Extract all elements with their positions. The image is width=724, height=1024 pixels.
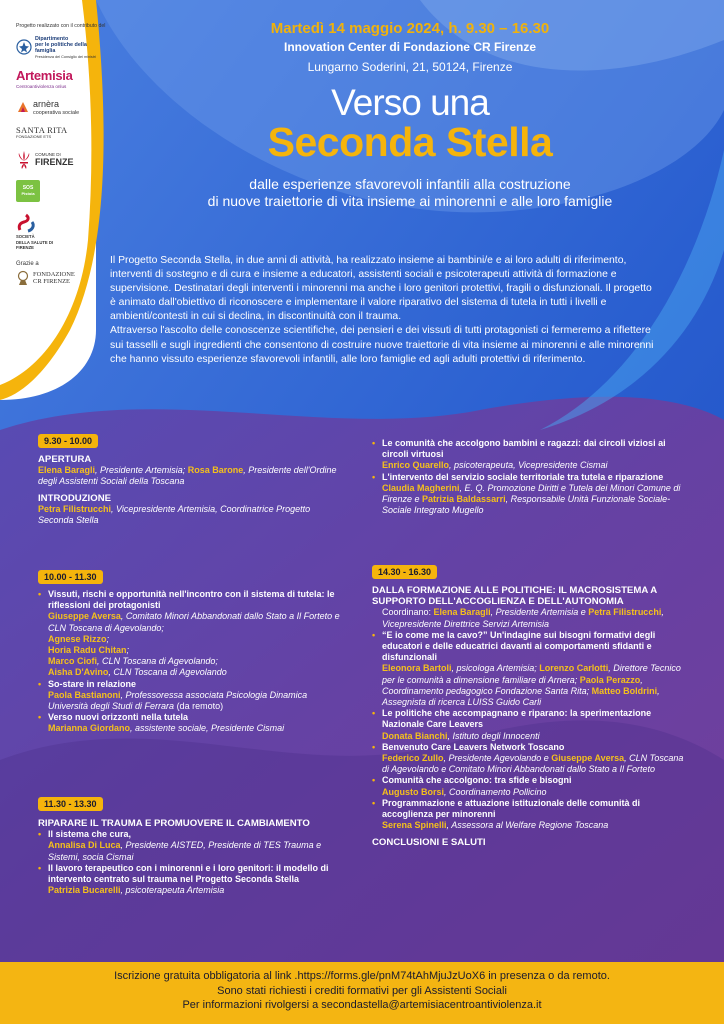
speaker-name: Annalisa Di Luca	[48, 840, 121, 851]
speaker-name: Claudia Magherini	[382, 482, 460, 493]
logo-text: Presidenza del Consiglio dei ministri	[35, 54, 96, 59]
logo-comune-firenze	[16, 150, 108, 170]
logo-fondazione-cr	[16, 270, 108, 286]
time-badge: 14.30 - 16.30	[372, 565, 437, 579]
logo-text: FONDAZIONE	[33, 270, 75, 278]
talk-title: • Verso nuovi orizzonti nella tutela	[38, 712, 348, 723]
speaker-role: , E. Q. Promozione Diritti e Tutela dei Minori Comune di Firenze e	[382, 482, 681, 505]
section-title: DALLA FORMAZIONE ALLE POLITICHE: IL MACROSISTEMA A SUPPORTO DELL'ACCOGLIENZA E DELL'AUTONOMIA	[372, 585, 657, 608]
speaker-role: , Vicepresidente Artemisia, Coordinatrice Progetto Seconda Stella	[38, 503, 311, 526]
time-badge: 10.00 - 11.30	[38, 570, 103, 584]
logo-text: SOS	[22, 185, 34, 192]
speaker-role: , Vicepresidente Direttrice Servizi Artemisia	[382, 607, 664, 629]
intro-paragraph: Il Progetto Seconda Stella, in due anni di attività, ha realizzato insieme ai bambini/e e ai loro adulti di riferimento, interventi di sostegno e di cura e insieme a educatori, assistenti sociali e psicoterapeuti attività di formazione e supervisione. Destinatari degli interventi i minorenni ma anche i loro genitori protettivi, fragili o disfunzionali. Il progetto è animato dall'obiettivo di riconoscere e implementare il valore riparativo del sistema di tutela in tutti i livelli e ambienti/contesti in cui si declina, in discontinuità con il trauma.	[110, 255, 652, 323]
speaker-name: Giuseppe Aversa	[48, 611, 121, 622]
speaker-line	[372, 731, 684, 742]
logo-text: FIRENZE	[35, 157, 74, 168]
fondazione-icon	[16, 270, 30, 286]
speaker-line	[372, 787, 684, 798]
section-title: RIPARARE IL TRAUMA E PROMUOVERE IL CAMBIAMENTO	[38, 818, 310, 829]
speaker-name: Agnese Rizzo	[48, 633, 107, 644]
session-late-morning	[38, 818, 348, 896]
speaker-line	[372, 460, 682, 471]
speaker-line: Agnese Rizzo;	[48, 633, 110, 644]
speaker-name: Lorenzo Carlotti	[539, 663, 609, 674]
talk-title: • Comunità che accolgono: tra sfide e bisogni	[372, 775, 684, 786]
logo-sds-firenze	[16, 212, 108, 250]
subtitle	[110, 176, 710, 210]
speaker-role: , Presidente Artemisia e	[490, 607, 589, 618]
speaker-line	[372, 820, 684, 831]
logo-text: SANTA RITA	[16, 124, 68, 135]
arnera-icon	[16, 100, 30, 114]
talk-title: • L'intervento del servizio sociale territoriale tra tutela e riparazione	[372, 472, 682, 483]
talk-title: • So-stare in relazione	[38, 679, 348, 690]
sds-icon	[16, 212, 38, 234]
speaker-name: Aisha D'Avino	[48, 667, 109, 678]
logo-dipartimento	[16, 36, 108, 59]
speaker-line	[38, 723, 348, 734]
speaker-line	[38, 465, 348, 487]
contact-email[interactable]: Per informazioni rivolgersi a secondastella@artemisiacentroantiviolenza.it	[182, 999, 542, 1011]
event-address: Lungarno Soderini, 21, 50124, Firenze	[307, 60, 513, 74]
speaker-name: Matteo Boldrini	[591, 685, 658, 696]
speaker-role: , CLN Toscana di Agevolando;	[97, 656, 218, 667]
speaker-name: Elena Baragli	[38, 465, 96, 476]
coordinators-label: Coordinano:	[382, 607, 434, 618]
logo-text: arnèra	[33, 99, 60, 110]
credits-note: Sono stati richiesti i crediti formativi per gli Assistenti Sociali	[217, 984, 507, 997]
intro-text	[110, 254, 660, 367]
speaker-role: , Comitato Minori Abbandonati dallo Stato a Il Forteto e CLN Toscana di Agevolando;	[48, 611, 340, 633]
section-title: APERTURA	[38, 454, 92, 465]
speaker-role: , Presidente dell'Ordine degli Assistenti Sociali della Toscana	[38, 465, 337, 487]
speaker-name: Petra Filistrucchi	[588, 607, 662, 618]
talk-title: • Le politiche che accompagnano e riparano: la sperimentazione Nazionale Care Leavers	[372, 708, 684, 730]
logo-text: cooperativa sociale	[33, 109, 80, 116]
talk-title: • Benvenuto Care Leavers Network Toscano	[372, 742, 684, 753]
logo-text: Centroantiviolenza onlus	[16, 83, 67, 89]
logo-text: Dipartimento	[35, 35, 69, 42]
talk-title: • Programmazione e attuazione istituzionale delle comunità di accoglienza per minorenni	[372, 798, 684, 820]
speaker-role: , CLN Toscana di Agevolando	[108, 667, 227, 678]
speaker-line	[38, 885, 348, 896]
coordinators-line	[372, 607, 684, 629]
speaker-name: Federico Zullo	[382, 753, 444, 764]
speaker-role: , psicoterapeuta Artemisia	[120, 885, 225, 896]
time-badge: 11.30 - 13.30	[38, 797, 103, 811]
speaker-role: , CLN Toscana di Agevolando e Comitato Minori Abbandonati dallo Stato a Il Forteto	[382, 753, 684, 775]
logo-text: SOCIETÀ	[16, 234, 35, 240]
speaker-name: Eleonora Bartoli	[382, 663, 452, 674]
speaker-name: Patrizia Bucarelli	[48, 885, 121, 896]
logo-sos-pistoia	[16, 180, 108, 202]
speaker-role: , Professoressa associata Psicologia Dinamica Università degli Studi di Ferrara	[48, 689, 308, 712]
event-venue: Innovation Center di Fondazione CR Firenze	[283, 40, 536, 54]
speaker-line	[38, 656, 348, 667]
speaker-role: , Istituto degli Innocenti	[447, 730, 540, 741]
speaker-line	[372, 753, 684, 775]
sos-icon	[16, 180, 40, 202]
title-line-2: Seconda Stella	[267, 119, 553, 165]
title-line-1: Verso una	[331, 82, 489, 123]
closing-title: CONCLUSIONI E SALUTI	[372, 837, 486, 849]
logo-text: DELLA SALUTE DI FIRENZE	[16, 239, 54, 250]
intro-paragraph: Attraverso l'ascolto delle conoscenze scientifiche, dei pensieri e dei vissuti di tutti protagonisti ci fermeremo a riflettere sui tasselli e sugli ingredienti che consentono di costruire nuove traiettorie di vita insieme ai minorenni e alle minorenni che hanno vissuto esperienze sfavorevoli infantili, alle loro famiglie ed agli adulti protettivi di riferimento.	[110, 325, 654, 365]
speaker-name: Giuseppe Aversa	[551, 753, 625, 764]
subtitle-line: di nuove traiettorie di vita insieme ai minorenni e alle loro famiglie	[207, 193, 613, 209]
speaker-line	[372, 663, 684, 708]
section-title: INTRODUZIONE	[38, 492, 112, 504]
speaker-name: Donata Bianchi	[382, 730, 448, 741]
speaker-name: Augusto Borsi	[382, 786, 444, 797]
speaker-name: Serena Spinelli	[382, 820, 447, 831]
speaker-name: Marianna Giordano	[48, 723, 131, 734]
logo-arnera	[16, 99, 108, 116]
footer-registration	[0, 962, 724, 1024]
logo-text: COMUNE DI	[35, 152, 61, 158]
speaker-name: Paola Perazzo	[579, 674, 641, 685]
thanks-text: Grazie a	[16, 260, 39, 267]
talk-title: • Il lavoro terapeutico con i minorenni e i loro genitori: il modello di intervento centrato sul trauma nel Progetto Seconda Stella	[38, 863, 348, 885]
speaker-role: , Assessora al Welfare Regione Toscana	[446, 820, 609, 831]
session-opening	[38, 454, 348, 526]
speaker-line: Horia Radu Chitan;	[48, 645, 130, 656]
speaker-role: , Direttore Tecnico per le comunità a dimensione familiare di Arnera;	[382, 663, 681, 685]
speaker-line	[38, 690, 348, 712]
speaker-line	[38, 667, 348, 678]
emblem-icon	[16, 39, 32, 55]
speaker-role: , Presidente AISTED, Presidente di TES Trauma e Sistemi, socia Cismai	[48, 840, 322, 862]
speaker-line	[38, 504, 348, 526]
speaker-role: , psicoterapeuta, Vicepresidente Cismai	[449, 460, 608, 471]
subtitle-line: dalle esperienze sfavorevoli infantili alla costruzione	[249, 176, 571, 192]
speaker-role: , psicologa Artemisia;	[451, 663, 540, 674]
speaker-role: , Responsabile Unità Funzionale Sociale-Sociale Integrato Mugello	[382, 494, 671, 516]
registration-link[interactable]: Iscrizione gratuita obbligatoria al link .https://forms.gle/pnM74tAhMjuJzUoX6 in presenza o da remoto.	[114, 970, 610, 982]
logo-text: CR FIRENZE	[33, 278, 71, 286]
speaker-name: Marco Ciofi	[48, 656, 98, 667]
speaker-role: , Presidente Artemisia;	[95, 465, 188, 476]
speaker-role: , Presidente Agevolando e	[443, 753, 552, 764]
speaker-name: Elena Baragli	[433, 607, 491, 618]
talk-title: • Il sistema che cura,	[38, 829, 348, 840]
speaker-line	[38, 840, 348, 862]
talk-title: • Vissuti, rischi e opportunità nell'incontro con il sistema di tutela: le riflessioni dei protagonisti	[38, 589, 348, 611]
logo-text: per le politiche della famiglia	[35, 42, 87, 55]
time-badge: 9.30 - 10.00	[38, 434, 98, 448]
speaker-note: (da remoto)	[174, 701, 224, 712]
speaker-role: , assistente sociale, Presidente Cismai	[130, 723, 285, 734]
talk-title: • Le comunità che accolgono bambini e ragazzi: dai circoli viziosi ai circoli virtuosi	[372, 438, 682, 460]
speaker-name: Paola Bastianoni	[48, 689, 121, 700]
speaker-name: Rosa Barone	[187, 465, 244, 476]
speaker-name: Petra Filistrucchi	[38, 503, 112, 514]
speaker-role: , Coordinamento pedagogico Fondazione Santa Rita;	[382, 674, 643, 696]
speaker-line	[38, 611, 348, 633]
speaker-role: , Coordinamento Pollicino	[444, 786, 547, 797]
speaker-line	[372, 483, 682, 517]
logo-text: Artemisia	[16, 67, 73, 83]
logo-santa-rita	[16, 126, 108, 140]
speaker-name: Enrico Quarello	[382, 460, 450, 471]
logo-artemisia	[16, 69, 108, 89]
contrib-text: Progetto realizzato con il contributo del	[16, 23, 106, 29]
sidebar-logos	[16, 24, 108, 296]
speaker-name: Horia Radu Chitan	[48, 645, 127, 656]
event-date: Martedì 14 maggio 2024, h. 9.30 – 16.30	[270, 20, 550, 37]
speaker-name: Patrizia Baldassarri	[422, 494, 506, 505]
logo-text: FONDAZIONE ETS	[16, 134, 52, 140]
session-afternoon	[372, 585, 684, 849]
session-late-morning-cont	[372, 438, 682, 516]
talk-title: • “E io come me la cavo?” Un'indagine sui bisogni formativi degli educatori e delle educatrici davanti ai comportamenti sfidanti e disfunzionali	[372, 630, 684, 664]
speaker-role: , Assegnista di ricerca LUISS Guido Carli	[382, 685, 660, 708]
session-morning	[38, 589, 348, 735]
giglio-icon	[16, 150, 32, 170]
logo-text: Pistoia	[21, 191, 35, 197]
